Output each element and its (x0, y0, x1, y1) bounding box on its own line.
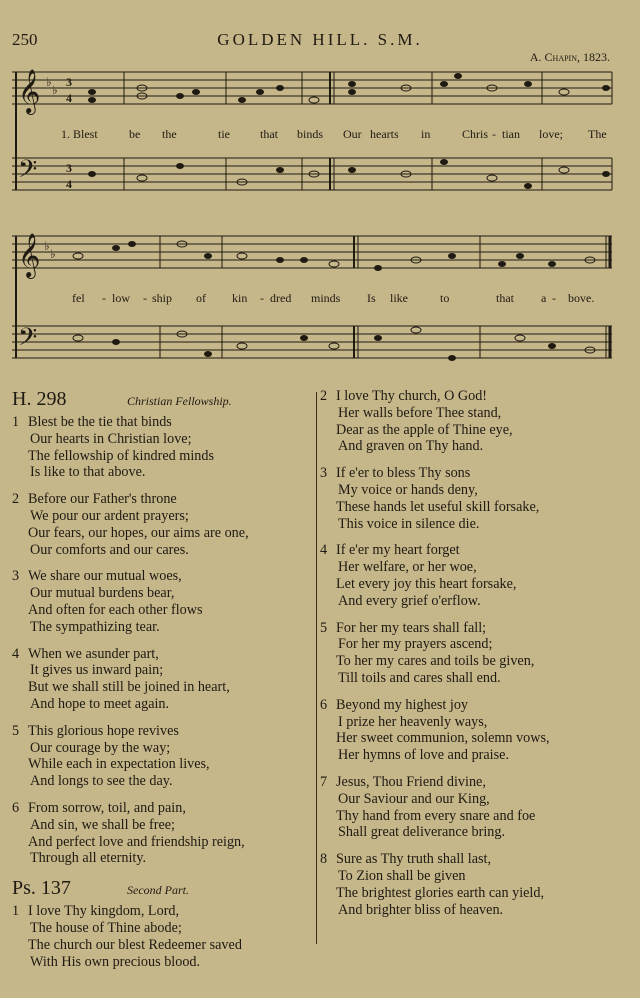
stanza-number: 6 (12, 799, 20, 816)
verse-line: To her my cares and toils be given, (336, 653, 535, 670)
lyric-syllable: tian (502, 127, 520, 141)
stanza-2 (320, 388, 630, 455)
verse-line: I love Thy church, O God! (336, 388, 488, 404)
psalm-137-heading (12, 877, 308, 903)
verse-line: I love Thy kingdom, Lord, (28, 903, 180, 920)
verse-line: And sin, we shall be free; (30, 816, 175, 833)
stanza-3 (12, 568, 308, 635)
verse-line: And longs to see the day. (30, 773, 173, 790)
verse-line: Dear as the apple of Thine eye, (336, 421, 513, 438)
lyric-syllable: ship (152, 291, 173, 305)
lyric-syllable: dred (270, 291, 292, 305)
lyric-syllable: Our (343, 127, 362, 141)
stanza-1 (12, 414, 308, 481)
stanza-number: 7 (320, 773, 328, 790)
lyric-syllable: love; (539, 127, 563, 141)
lyrics-line-1 (12, 127, 618, 145)
stanza-number: 4 (12, 645, 20, 662)
svg-text:♭: ♭ (50, 247, 56, 261)
stanza-6 (320, 697, 630, 764)
verse-line: Thy hand from every snare and foe (336, 807, 536, 824)
svg-text:♭: ♭ (44, 239, 50, 253)
verse-line: To Zion shall be given (338, 867, 466, 884)
lyric-syllable: a (541, 291, 547, 305)
lyric-syllable: that (496, 291, 514, 305)
lyric-syllable: 1. Blest (61, 127, 98, 141)
music-system-1 (12, 64, 618, 194)
lyric-syllable: in (421, 127, 431, 141)
lyric-syllable: like (390, 291, 408, 305)
page-number: 250 (12, 30, 38, 49)
composer-credit: A. Chapin, 1823. (529, 50, 610, 64)
lyric-syllable: tie (218, 127, 230, 141)
stanza-5 (320, 620, 630, 687)
lyric-syllable: to (440, 291, 450, 305)
lyric-syllable: low (112, 291, 130, 305)
stanza-4 (12, 646, 308, 713)
stanza-number: 3 (12, 568, 20, 585)
verse-line: This voice in silence die. (338, 515, 480, 532)
verse-line: And brighter bliss of heaven. (338, 901, 504, 918)
psalm-subtitle: Second Part. (127, 883, 189, 898)
left-column (12, 388, 308, 980)
stanza-1 (12, 903, 308, 970)
verse-line: Her welfare, or her woe, (338, 559, 477, 576)
verse-line: And hope to meet again. (30, 695, 170, 712)
verse-line: But we shall still be joined in heart, (28, 679, 230, 696)
lyric-syllable: bove. (568, 291, 595, 305)
verse-line: Blest be the tie that binds (28, 414, 172, 430)
stanza-number: 4 (320, 542, 328, 559)
lyric-syllable: hearts (370, 127, 399, 141)
verse-line: Is like to that above. (30, 464, 146, 481)
verse-line: Her sweet communion, solemn vows, (336, 730, 550, 747)
svg-text:𝄢: 𝄢 (18, 323, 38, 358)
svg-text:♭: ♭ (52, 83, 58, 97)
lyric-syllable: - (260, 291, 264, 305)
svg-text:3: 3 (66, 161, 72, 175)
verse-line: If e'er my heart forget (336, 542, 460, 559)
verse-line: This glorious hope revives (28, 722, 179, 739)
verse-line: Our mutual burdens bear, (30, 585, 175, 602)
verse-line: Let every joy this heart forsake, (336, 575, 517, 592)
verse-line: Sure as Thy truth shall last, (336, 851, 491, 868)
lyric-syllable: Chris (462, 127, 489, 141)
verse-line: Her walls before Thee stand, (338, 404, 502, 421)
verse-line: For her my tears shall fall; (336, 619, 487, 636)
verse-line: It gives us inward pain; (30, 662, 164, 679)
stanza-number: 2 (12, 491, 20, 508)
lyric-syllable: that (260, 127, 278, 141)
lyric-syllable: kin (232, 291, 248, 305)
verse-line: For her my prayers ascend; (338, 636, 493, 653)
lyric-syllable: fel (72, 291, 85, 305)
verse-line: And often for each other flows (28, 601, 203, 618)
svg-text:𝄞: 𝄞 (18, 69, 41, 113)
verse-line: The sympathizing tear. (30, 618, 160, 635)
verse-line: With His own precious blood. (30, 953, 201, 970)
verse-line: Our hearts in Christian love; (30, 430, 192, 447)
verse-line: We share our mutual woes, (28, 568, 182, 585)
verse-line: The brightest glories earth can yield, (336, 884, 545, 901)
verse-line: The fellowship of kindred minds (28, 447, 214, 464)
lyric-syllable: - (492, 127, 496, 141)
lyric-syllable: be (129, 127, 141, 141)
verse-line: Before our Father's throne (28, 491, 177, 508)
column-divider (316, 392, 317, 944)
stanza-number: 8 (320, 851, 328, 868)
lyric-syllable: minds (311, 291, 341, 305)
psalm-number: Ps. 137 (12, 877, 71, 900)
verse-line: Her hymns of love and praise. (338, 747, 509, 764)
stanza-number: 6 (320, 696, 328, 713)
verse-line: We pour our ardent prayers; (30, 507, 189, 524)
verse-line: I prize her heavenly ways, (338, 713, 488, 730)
lyric-syllable: The (588, 127, 607, 141)
lyric-syllable: the (162, 127, 177, 141)
verse-line: If e'er to bless Thy sons (336, 465, 471, 482)
stanza-6 (12, 800, 308, 867)
lyric-syllable: - (143, 291, 147, 305)
verse-line: And every grief o'erflow. (338, 592, 481, 609)
verse-line: Till toils and cares shall end. (338, 669, 501, 686)
verse-line: Our Saviour and our King, (338, 790, 490, 807)
stanza-number: 3 (320, 465, 328, 482)
lyric-syllable: Is (367, 291, 376, 305)
lyric-syllable: binds (297, 127, 324, 141)
hymn-number: H. 298 (12, 388, 67, 410)
stanza-8 (320, 851, 630, 918)
verse-line: Beyond my highest joy (336, 696, 469, 713)
stanza-number: 5 (12, 722, 20, 739)
lyric-syllable: - (102, 291, 106, 305)
verse-line: My voice or hands deny, (338, 481, 478, 498)
lyric-syllable: of (196, 291, 206, 305)
music-system-2 (12, 228, 618, 362)
svg-text:3: 3 (66, 75, 72, 89)
stanza-3 (320, 465, 630, 532)
page-header (10, 30, 630, 64)
lyrics-line-2 (12, 291, 618, 309)
verse-line: Jesus, Thou Friend divine, (336, 773, 486, 790)
hymn-298-heading (12, 388, 308, 414)
verse-line: While each in expectation lives, (28, 756, 210, 773)
verse-line: Our courage by the way; (30, 739, 171, 756)
stanza-number: 1 (12, 414, 20, 430)
verse-line: And graven on Thy hand. (338, 438, 484, 455)
stanza-number: 1 (12, 903, 20, 920)
svg-text:♭: ♭ (46, 75, 52, 89)
verse-line: Through all eternity. (30, 850, 147, 867)
right-column (320, 388, 630, 928)
verse-line: Our comforts and our cares. (30, 541, 189, 558)
tune-title: GOLDEN HILL. S.M. (217, 30, 423, 49)
verse-line: The church our blest Redeemer saved (28, 936, 242, 953)
lyric-syllable: - (552, 291, 556, 305)
verse-line: These hands let useful skill forsake, (336, 498, 540, 515)
stanza-number: 5 (320, 619, 328, 636)
verse-line: And perfect love and friendship reign, (28, 833, 245, 850)
verse-line: Shall great deliverance bring. (338, 824, 506, 841)
stanza-2 (12, 491, 308, 558)
verse-line: The house of Thine abode; (30, 919, 182, 936)
stanza-5 (12, 723, 308, 790)
verse-line: Our fears, our hopes, our aims are one, (28, 524, 249, 541)
verse-line: When we asunder part, (28, 645, 159, 662)
stanza-number: 2 (320, 388, 328, 404)
verse-line: From sorrow, toil, and pain, (28, 799, 186, 816)
stanza-4 (320, 542, 630, 609)
svg-text:4: 4 (66, 177, 72, 191)
svg-text:4: 4 (66, 91, 72, 105)
stanza-7 (320, 774, 630, 841)
hymn-subtitle: Christian Fellowship. (127, 394, 232, 408)
svg-text:𝄞: 𝄞 (18, 233, 41, 277)
svg-text:𝄢: 𝄢 (18, 155, 38, 190)
